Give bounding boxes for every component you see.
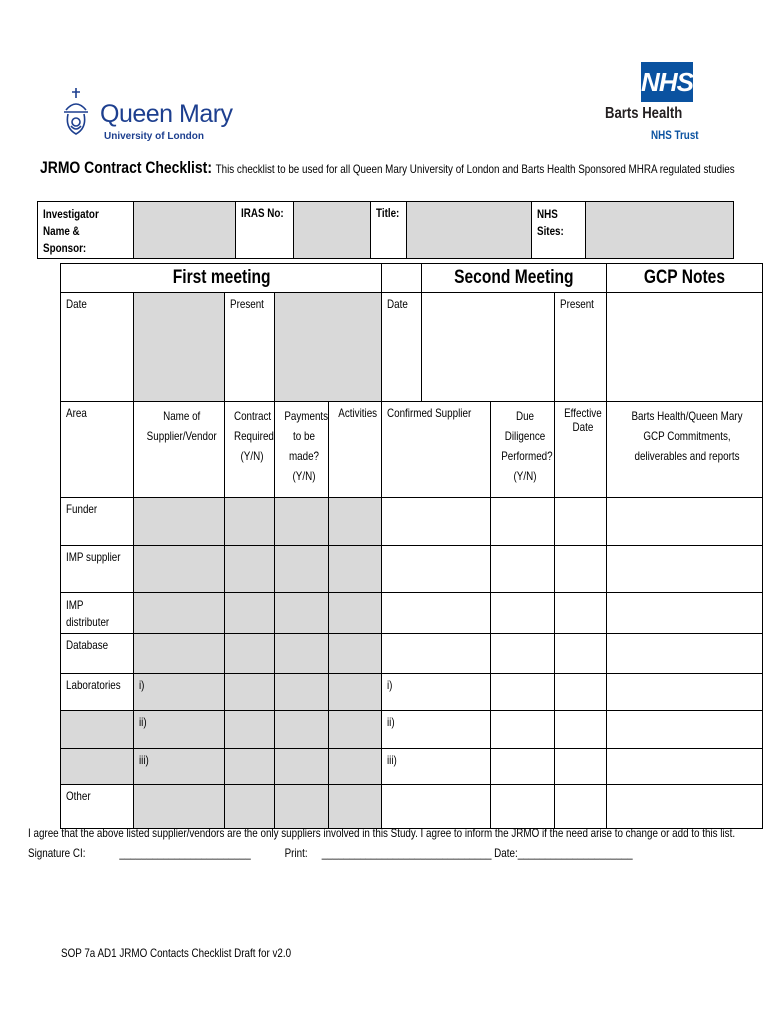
confirmed-cell[interactable] [382,593,491,634]
activities-cell[interactable] [329,593,382,634]
investigator-field[interactable] [134,202,236,259]
supplier-name-cell[interactable]: i) [133,674,224,711]
supplier-name-cell[interactable]: iii) [133,749,224,785]
investigator-label: Investigator Name & Sponsor: [38,202,134,259]
first-date-field[interactable] [133,293,224,402]
row-label: Laboratories [61,674,134,711]
contract-cell[interactable] [225,498,275,546]
table-row [61,498,763,546]
page-description: This checklist to be used for all Queen Mary University of London and Barts Health Sponsored MHRA regulated studies [215,162,735,176]
contract-cell[interactable] [225,749,275,785]
contract-required-header: Contract Required (Y/N) [225,402,275,498]
supplier-name-cell[interactable] [133,785,224,829]
payments-cell[interactable] [275,711,329,749]
activities-cell[interactable] [329,711,382,749]
signature-field[interactable]: ________________________ [119,846,251,860]
due-diligence-cell[interactable] [491,749,555,785]
due-diligence-cell[interactable] [491,674,555,711]
page-heading [40,158,735,178]
effective-date-cell[interactable] [555,749,607,785]
payments-cell[interactable] [275,674,329,711]
barts-health-name: Barts Health [605,105,683,122]
gcp-cell[interactable] [607,634,763,674]
second-meeting-gap [382,264,422,293]
due-diligence-cell[interactable] [491,711,555,749]
payments-cell[interactable] [275,785,329,829]
activities-cell[interactable] [329,749,382,785]
confirmed-cell[interactable]: i) [382,674,491,711]
queen-mary-subtitle: University of London [104,131,204,142]
supplier-name-header: Name of Supplier/Vendor [133,402,224,498]
gcp-cell[interactable] [607,749,763,785]
payments-cell[interactable] [275,749,329,785]
gcp-cell[interactable] [607,546,763,593]
gcp-cell[interactable] [607,711,763,749]
print-field[interactable]: _______________________________ [321,846,492,860]
row-label: IMP distributer [61,593,134,634]
gcp-cell[interactable] [607,674,763,711]
confirmed-cell[interactable]: ii) [382,711,491,749]
nhs-trust-name: NHS Trust [651,128,699,142]
second-date-label: Date [382,293,422,402]
effective-date-cell[interactable] [555,498,607,546]
contract-cell[interactable] [225,785,275,829]
title-field[interactable] [407,202,532,259]
iras-label: IRAS No: [236,202,294,259]
agreement-statement: I agree that the above listed supplier/vendors are the only suppliers involved in this Study. I agree to inform the JRMO if the need arise to change or add to this list. [28,826,736,840]
due-diligence-cell[interactable] [491,634,555,674]
contract-cell[interactable] [225,546,275,593]
effective-date-header: Effective Date [555,402,607,498]
print-label: Print: [284,846,308,860]
effective-date-cell[interactable] [555,711,607,749]
effective-date-cell[interactable] [555,674,607,711]
activities-cell[interactable] [329,674,382,711]
confirmed-cell[interactable] [382,785,491,829]
activities-cell[interactable] [329,634,382,674]
due-diligence-header: Due Diligence Performed? (Y/N) [491,402,555,498]
supplier-name-cell[interactable] [133,498,224,546]
supplier-name-cell[interactable] [133,634,224,674]
row-label: Funder [61,498,134,546]
due-diligence-cell[interactable] [491,498,555,546]
supplier-name-cell[interactable] [133,593,224,634]
title-label: Title: [371,202,407,259]
gcp-notes-header: GCP Notes [607,264,763,293]
gcp-cell[interactable] [607,785,763,829]
confirmed-supplier-header: Confirmed Supplier [382,402,491,498]
queen-mary-wordmark: Queen Mary [100,100,233,128]
activities-cell[interactable] [329,546,382,593]
contract-cell[interactable] [225,711,275,749]
effective-date-cell[interactable] [555,593,607,634]
contract-cell[interactable] [225,593,275,634]
supplier-name-cell[interactable] [133,546,224,593]
first-meeting-header: First meeting [61,264,382,293]
gcp-cell[interactable] [607,593,763,634]
effective-date-cell[interactable] [555,634,607,674]
table-row [61,785,763,829]
gcp-cell[interactable] [607,498,763,546]
payments-cell[interactable] [275,546,329,593]
effective-date-cell[interactable] [555,546,607,593]
table-row [61,634,763,674]
table-row [61,749,763,785]
gcp-commitments-header: Barts Health/Queen Mary GCP Commitments, deliverables and reports [607,402,763,498]
contract-cell[interactable] [225,634,275,674]
first-date-label: Date [61,293,134,402]
second-present-label: Present [555,293,607,402]
second-present-field[interactable] [607,293,763,402]
row-label: Database [61,634,134,674]
payments-cell[interactable] [275,498,329,546]
date-field[interactable]: _____________________ [517,846,633,860]
activities-header: Activities [329,402,382,498]
table-row [61,711,763,749]
payments-cell[interactable] [275,634,329,674]
second-date-field[interactable] [422,293,555,402]
signature-line [28,846,633,860]
due-diligence-cell[interactable] [491,546,555,593]
row-label: IMP supplier [61,546,134,593]
supplier-name-cell[interactable]: ii) [133,711,224,749]
study-info-table [37,201,734,259]
confirmed-cell[interactable]: iii) [382,749,491,785]
confirmed-cell[interactable] [382,634,491,674]
effective-date-cell[interactable] [555,785,607,829]
iras-field[interactable] [294,202,371,259]
activities-cell[interactable] [329,498,382,546]
document-footer: SOP 7a AD1 JRMO Contacts Checklist Draft for v2.0 [61,946,292,960]
second-meeting-header: Second Meeting [422,264,607,293]
contract-checklist-table [60,263,763,829]
table-row [61,593,763,634]
area-header: Area [61,402,134,498]
due-diligence-cell[interactable] [491,593,555,634]
row-label [61,749,134,785]
table-row [61,674,763,711]
contract-cell[interactable] [225,674,275,711]
row-label: Other [61,785,134,829]
row-label [61,711,134,749]
date-label: Date: [494,846,518,860]
table-row [61,546,763,593]
nhs-sites-field[interactable] [586,202,734,259]
payments-cell[interactable] [275,593,329,634]
first-present-label: Present [225,293,275,402]
payments-header: Payments to be made? (Y/N) [275,402,329,498]
due-diligence-cell[interactable] [491,785,555,829]
confirmed-cell[interactable] [382,546,491,593]
page-title: JRMO Contract Checklist: [40,158,212,177]
nhs-logo: NHS [641,62,693,102]
confirmed-cell[interactable] [382,498,491,546]
signature-label: Signature CI: [28,846,86,860]
activities-cell[interactable] [329,785,382,829]
nhs-sites-label: NHS Sites: [532,202,586,259]
first-present-field[interactable] [275,293,382,402]
